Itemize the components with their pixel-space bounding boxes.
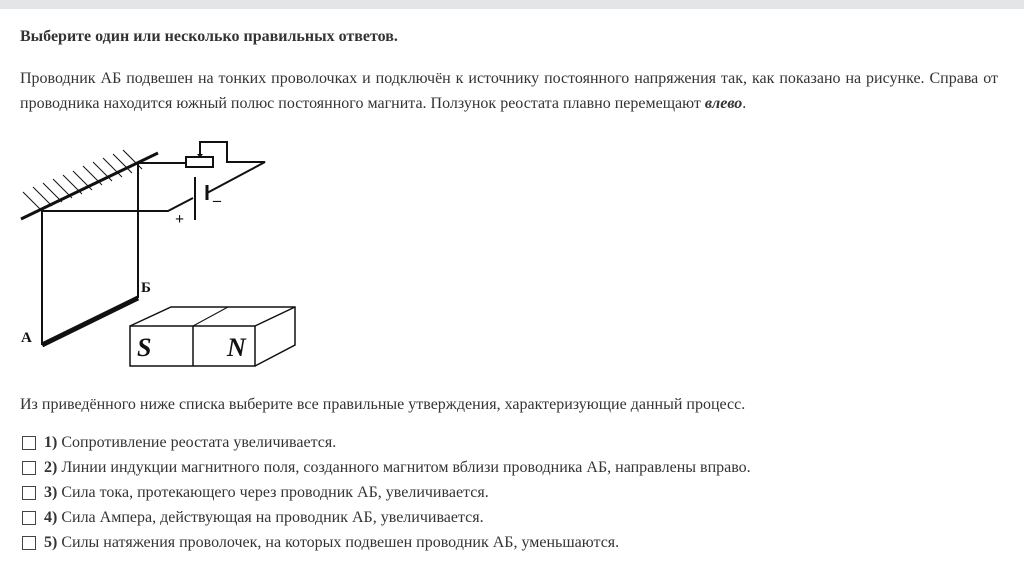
option-number: 1) — [44, 433, 58, 451]
checkbox[interactable] — [22, 511, 36, 525]
question-text: Из приведённого ниже списка выберите все правильные утверждения, характеризующие данный процесс. — [20, 396, 746, 413]
option-1[interactable] — [22, 430, 751, 455]
option-4[interactable] — [22, 505, 751, 530]
checkbox[interactable] — [22, 536, 36, 550]
option-text: Линии индукции магнитного поля, созданного магнитом вблизи проводника АБ, направлены вправо. — [61, 458, 751, 476]
circuit-figure — [0, 0, 320, 380]
checkbox[interactable] — [22, 436, 36, 450]
answer-options — [22, 430, 751, 555]
option-text: Силы натяжения проволочек, на которых подвешен проводник АБ, уменьшаются. — [61, 533, 620, 551]
option-text: Сила Ампера, действующая на проводник АБ, увеличивается. — [61, 508, 484, 526]
ceiling-hatching — [23, 150, 142, 211]
option-number: 4) — [44, 508, 58, 526]
option-number: 3) — [44, 483, 58, 501]
conductor-ab — [42, 298, 138, 345]
checkbox[interactable] — [22, 461, 36, 475]
option-5[interactable] — [22, 530, 751, 555]
option-number: 5) — [44, 533, 58, 551]
option-2[interactable] — [22, 455, 751, 480]
problem-text-end: . — [742, 95, 747, 112]
minus-sign: – — [213, 192, 221, 209]
plus-sign: + — [175, 211, 185, 228]
problem-text-emphasis: влево — [704, 95, 743, 112]
label-a: А — [21, 330, 32, 346]
option-3[interactable] — [22, 480, 751, 505]
option-text: Сила тока, протекающего через проводник АБ, увеличивается. — [61, 483, 489, 501]
problem-text-main: Проводник АБ подвешен на тонких проволочках и подключён к источнику постоянного напряжения так, как показано на рисунке. Справа от проводника находится южный полюс постоянного магнита. Ползунок реостата плавно перемещают — [20, 70, 998, 112]
magnet — [130, 307, 295, 366]
option-text: Сопротивление реостата увеличивается. — [61, 433, 337, 451]
instruction: Выберите один или несколько правильных ответов. — [20, 28, 398, 45]
checkbox[interactable] — [22, 486, 36, 500]
option-number: 2) — [44, 458, 58, 476]
pole-s: S — [137, 333, 152, 362]
pole-n: N — [227, 333, 246, 362]
rheostat — [186, 157, 213, 167]
label-b: Б — [141, 280, 151, 296]
